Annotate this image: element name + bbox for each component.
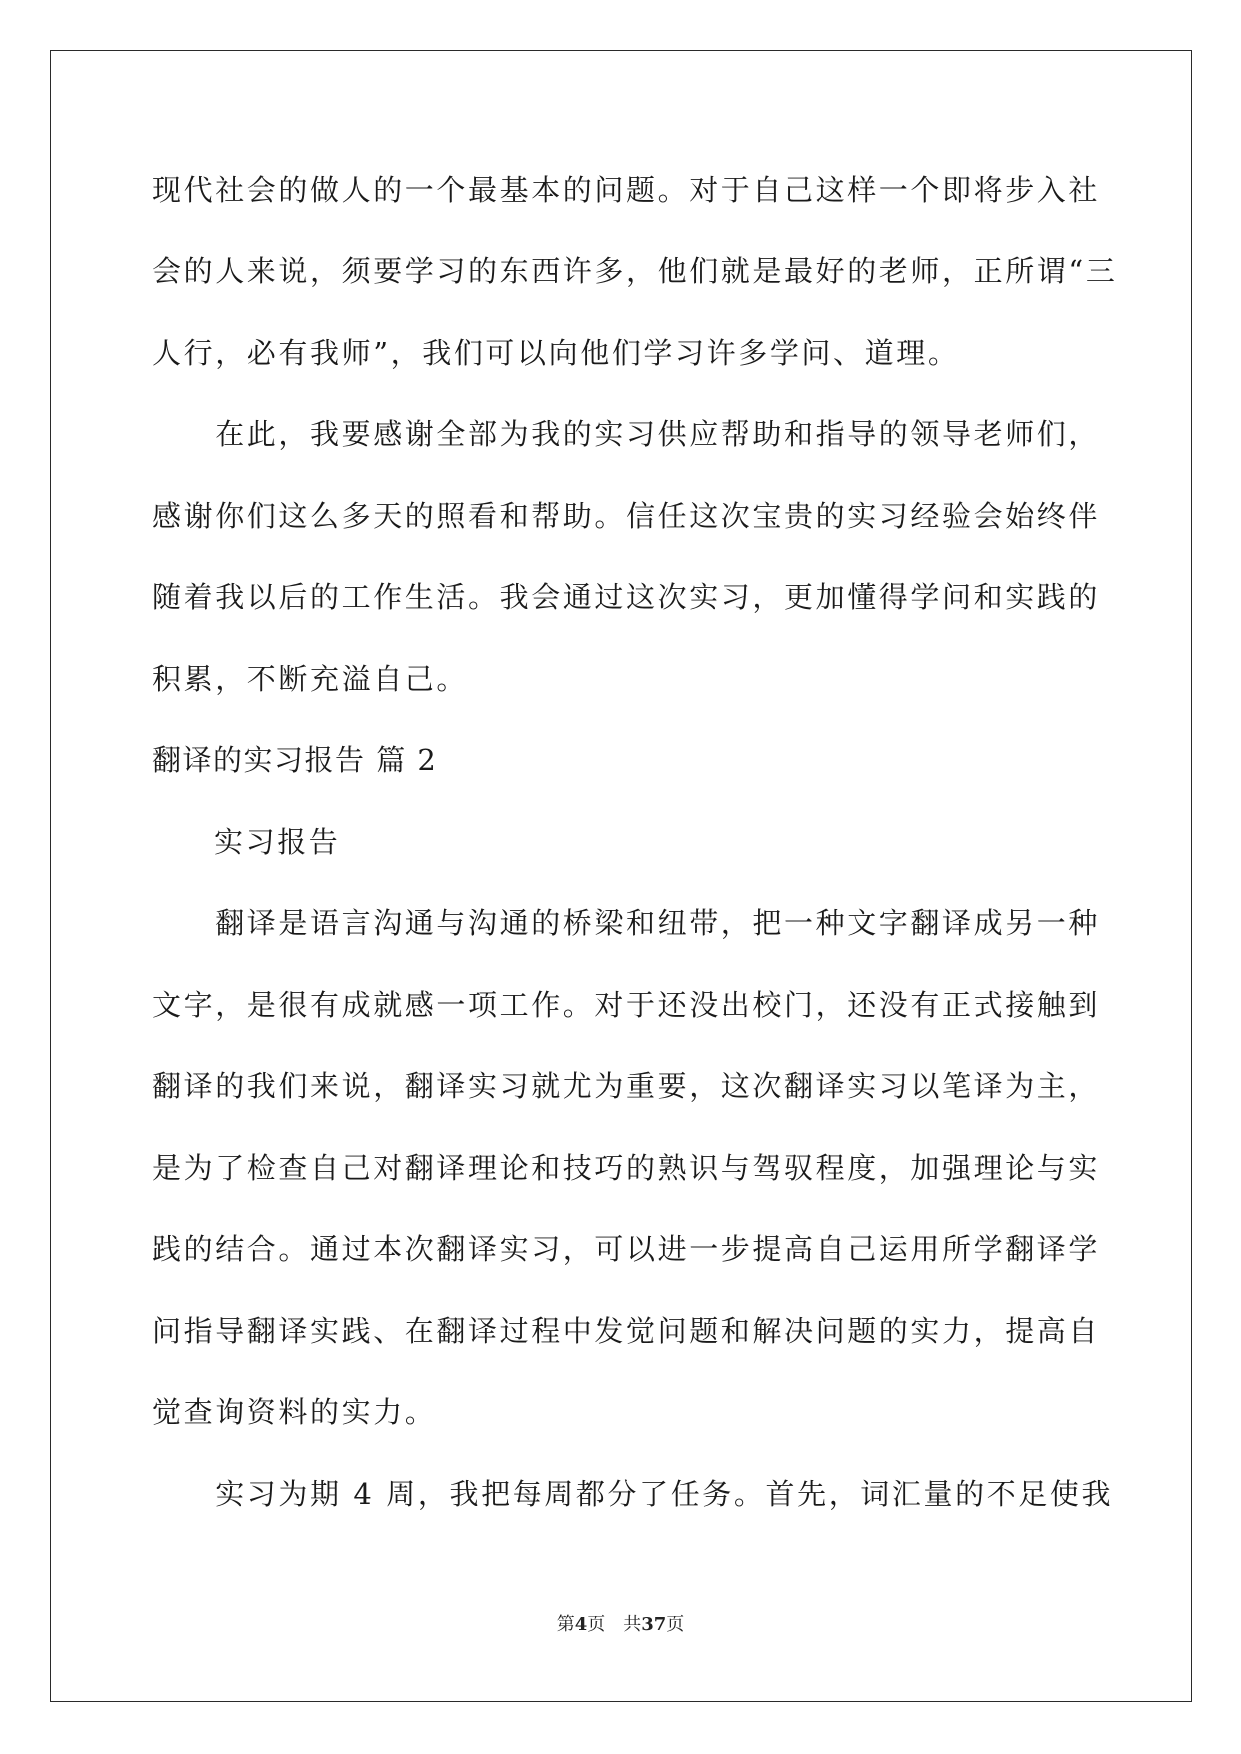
total-page-count: 37 bbox=[641, 1614, 667, 1635]
body-line: 人行，必有我师”，我们可以向他们学习许多学问、道理。 bbox=[152, 336, 960, 370]
body-line: 是为了检查自己对翻译理论和技巧的熟识与驾驭程度，加强理论与实 bbox=[152, 1151, 1101, 1185]
footer-suffix: 页 bbox=[666, 1614, 685, 1635]
section-heading: 翻译的实习报告 篇 2 bbox=[152, 743, 438, 777]
body-line: 随着我以后的工作生活。我会通过这次实习，更加懂得学问和实践的 bbox=[152, 580, 1101, 614]
page-number-footer bbox=[0, 1613, 1241, 1637]
footer-prefix: 第 bbox=[556, 1614, 575, 1635]
page-border bbox=[50, 50, 1192, 1702]
section-subheading: 实习报告 bbox=[214, 825, 341, 859]
body-line: 问指导翻译实践、在翻译过程中发觉问题和解决问题的实力，提高自 bbox=[152, 1314, 1101, 1348]
body-line: 现代社会的做人的一个最基本的问题。对于自己这样一个即将步入社 bbox=[152, 173, 1101, 207]
body-line: 会的人来说，须要学习的东西许多，他们就是最好的老师，正所谓“三 bbox=[152, 254, 1118, 288]
body-line: 文字，是很有成就感一项工作。对于还没出校门，还没有正式接触到 bbox=[152, 988, 1101, 1022]
body-line: 积累，不断充溢自己。 bbox=[152, 662, 469, 696]
body-line: 翻译是语言沟通与沟通的桥梁和纽带，把一种文字翻译成另一种 bbox=[152, 906, 1101, 940]
current-page-number: 4 bbox=[574, 1614, 588, 1635]
body-line: 实习为期 4 周，我把每周都分了任务。首先，词汇量的不足使我 bbox=[152, 1477, 1114, 1511]
body-line: 觉查询资料的实力。 bbox=[152, 1395, 437, 1429]
footer-middle: 页 共 bbox=[587, 1614, 642, 1635]
body-line: 感谢你们这么多天的照看和帮助。信任这次宝贵的实习经验会始终伴 bbox=[152, 499, 1101, 533]
body-line: 在此，我要感谢全部为我的实习供应帮助和指导的领导老师们， bbox=[152, 417, 1101, 451]
body-line: 践的结合。通过本次翻译实习，可以进一步提高自己运用所学翻译学 bbox=[152, 1232, 1101, 1266]
body-line: 翻译的我们来说，翻译实习就尤为重要，这次翻译实习以笔译为主， bbox=[152, 1069, 1101, 1103]
